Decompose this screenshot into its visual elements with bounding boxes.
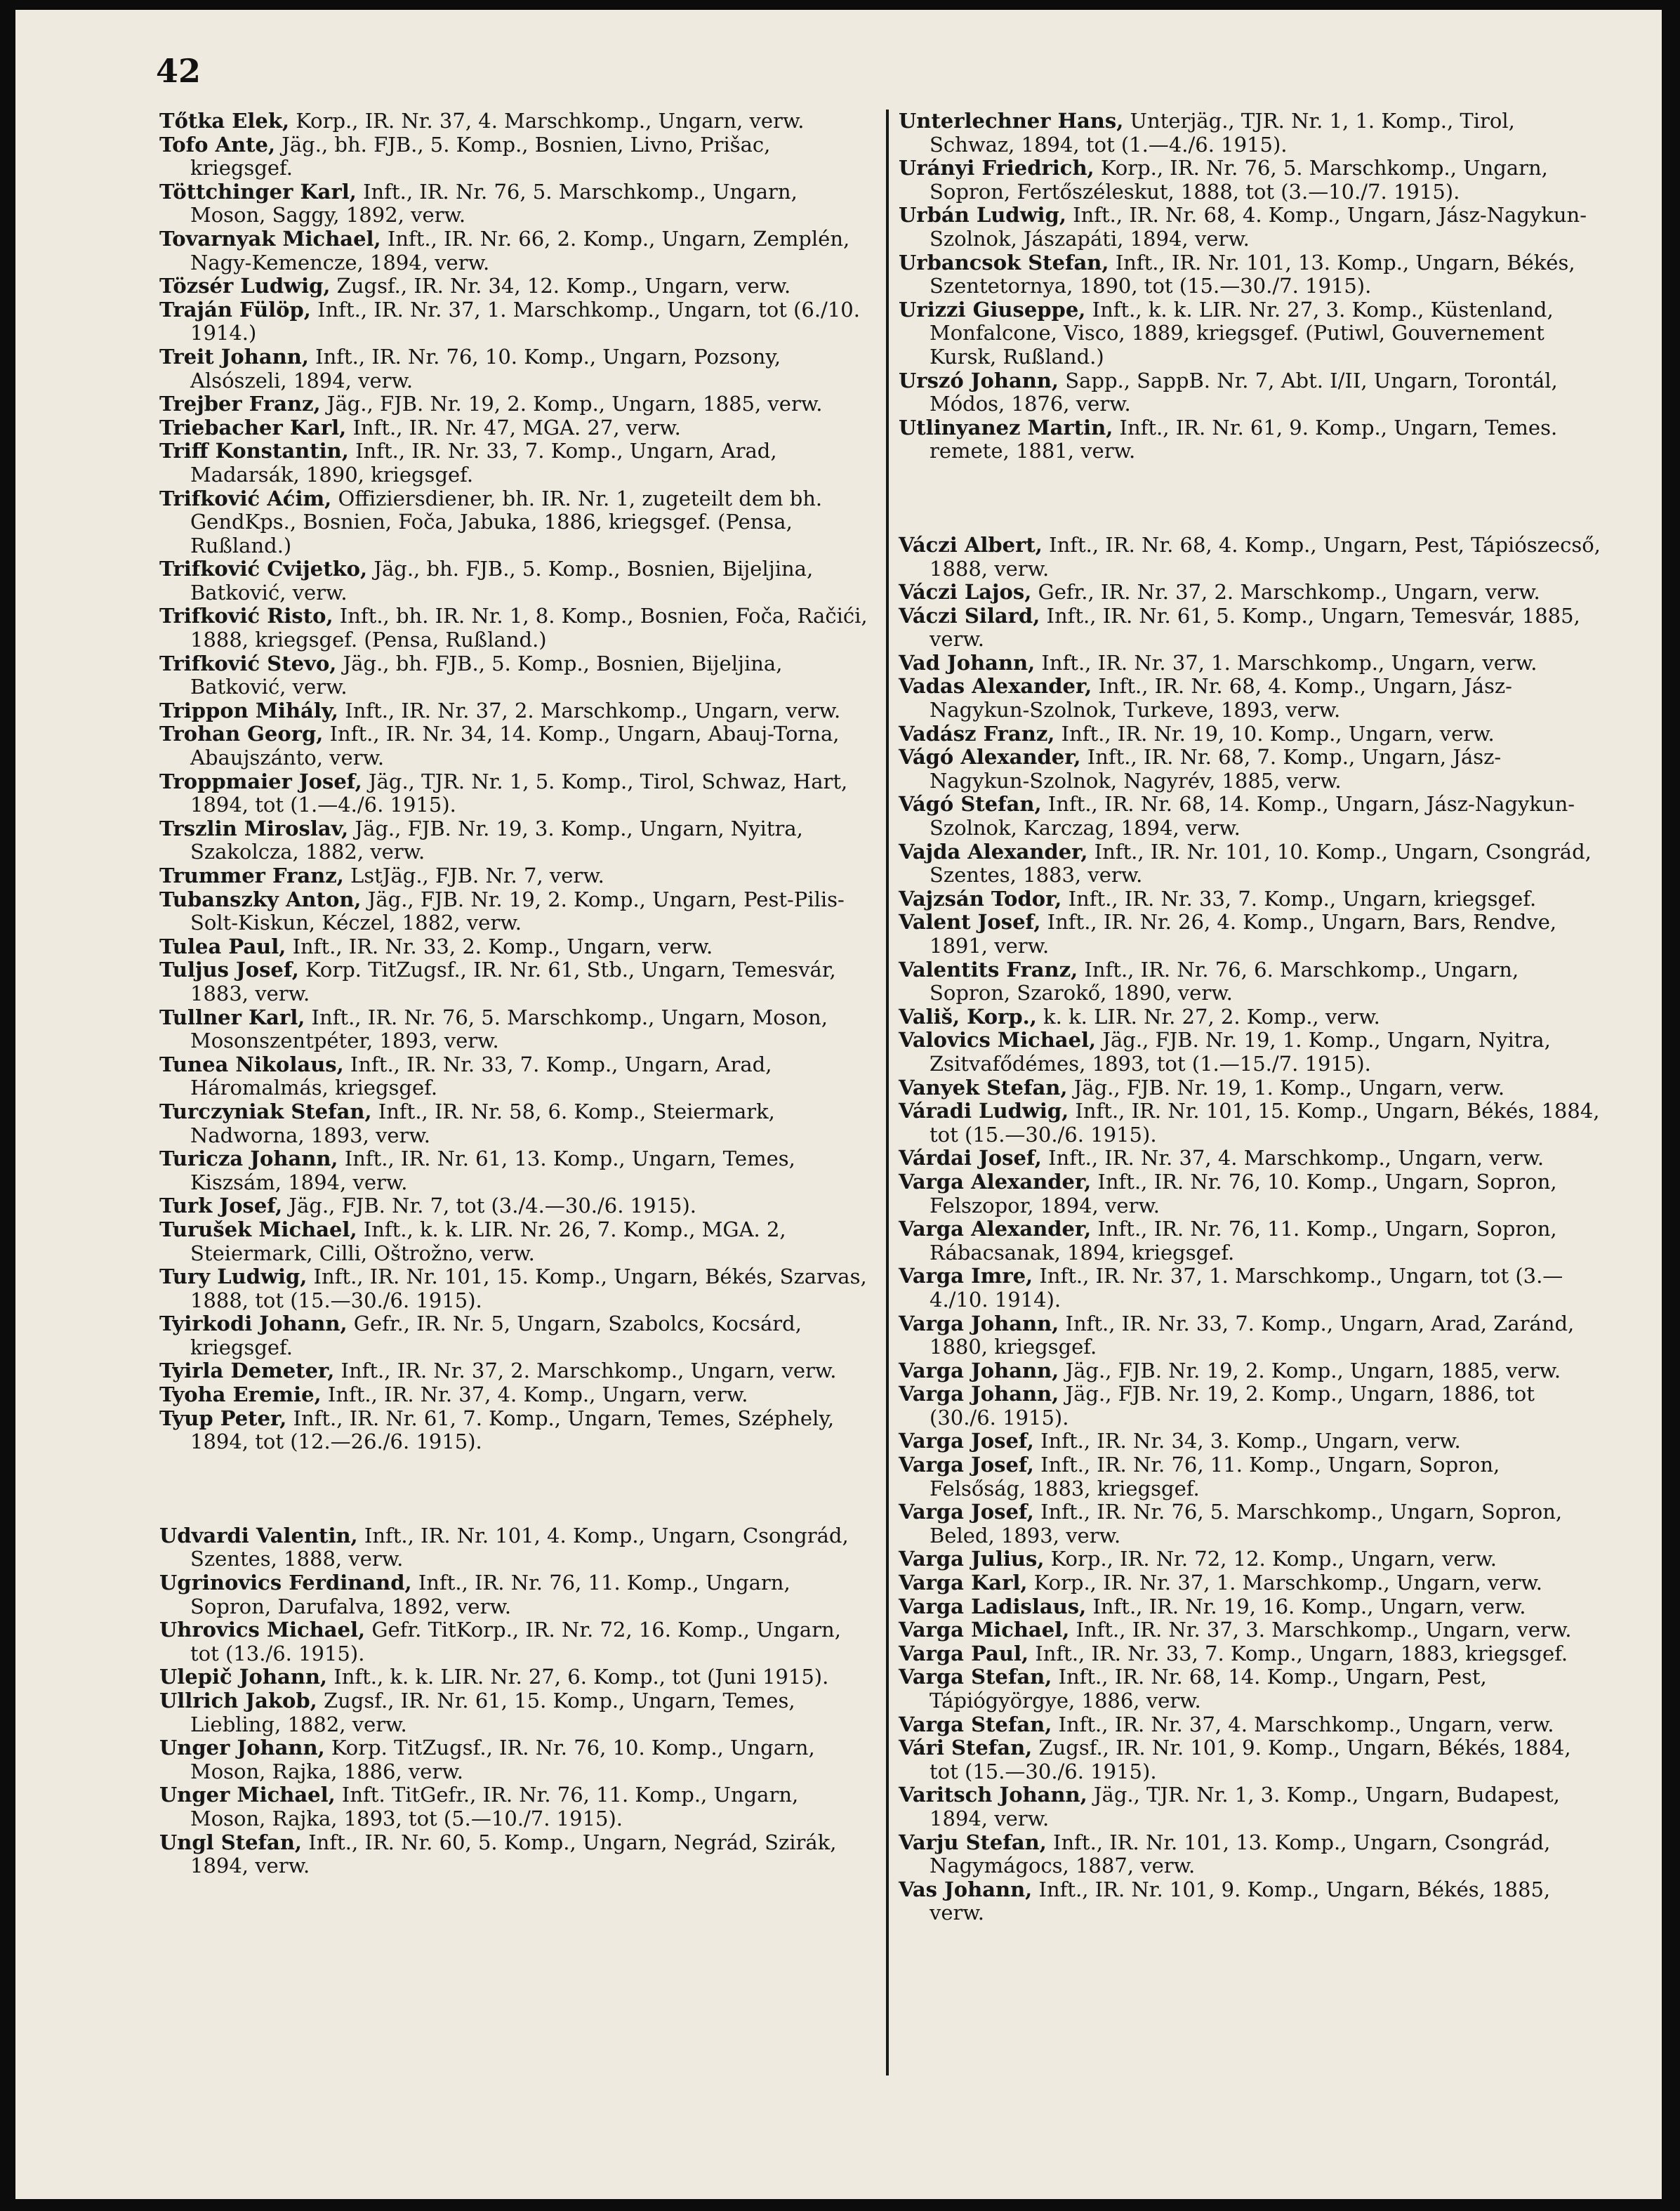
entry-name: Varga Johann,	[899, 1358, 1059, 1382]
entry-details: Inft., IR. Nr. 101, 15. Komp., Ungarn, Békés, 1884, tot (15.—30./6. 1915).	[930, 1099, 1600, 1147]
entry-details: Inft., IR. Nr. 37, 3. Marschkomp., Ungarn, verw.	[1069, 1618, 1572, 1642]
entry-name: Triff Konstantin,	[159, 439, 349, 463]
entry-details: Gefr. TitKorp., IR. Nr. 72, 16. Komp., Ungarn, tot (13./6. 1915).	[190, 1618, 841, 1665]
entry	[159, 1383, 868, 1407]
entry-details: Inft., IR. Nr. 101, 10. Komp., Ungarn, Csongrád, Szentes, 1883, verw.	[930, 839, 1592, 887]
entry	[159, 1689, 868, 1736]
entry-name: Varga Josef,	[899, 1500, 1034, 1524]
entry-name: Varga Josef,	[899, 1429, 1034, 1453]
entry-details: Inft., bh. IR. Nr. 1, 8. Komp., Bosnien, Foča, Račići, 1888, kriegsgef. (Pensa, Rußland.)	[190, 604, 868, 652]
entry-name: Varga Paul,	[899, 1641, 1029, 1665]
entry-details: Inft., IR. Nr. 101, 13. Komp., Ungarn, Csongrád, Nagymágocs, 1887, verw.	[930, 1830, 1551, 1878]
entry-name: Turk Josef,	[159, 1194, 283, 1218]
entry-details: Jäg., FJB. Nr. 19, 3. Komp., Ungarn, Nyitra, Szakolcza, 1882, verw.	[190, 816, 803, 864]
entry-name: Unger Johann,	[159, 1736, 325, 1760]
entry-name: Tubanszky Anton,	[159, 887, 362, 911]
entry-name: Urbancsok Stefan,	[899, 250, 1109, 275]
entry-details: Zugsf., IR. Nr. 61, 15. Komp., Ungarn, Temes, Liebling, 1882, verw.	[190, 1689, 795, 1736]
entry-name: Tovarnyak Michael,	[159, 226, 381, 251]
entry	[159, 487, 868, 558]
entry-name: Ullrich Jakob,	[159, 1689, 317, 1712]
entry-name: Udvardi Valentin,	[159, 1523, 358, 1547]
entry-name: Trohan Georg,	[159, 722, 324, 746]
entry-details: Jäg., FJB. Nr. 19, 2. Komp., Ungarn, Pest-Pilis-Solt-Kiskun, Kéczel, 1882, verw.	[190, 887, 845, 935]
entry-details: Inft., IR. Nr. 68, 4. Komp., Ungarn, Jász-Nagykun-Szolnok, Jászapáti, 1894, verw.	[930, 203, 1587, 251]
entry-details: Inft., IR. Nr. 68, 14. Komp., Ungarn, Pest, Tápiógyörgye, 1886, verw.	[930, 1665, 1487, 1712]
entry	[159, 1571, 868, 1618]
entry-details: Jäg., FJB. Nr. 7, tot (3./4.—30./6. 1915).	[282, 1194, 696, 1218]
entry-name: Tofo Ante,	[159, 132, 276, 157]
entry-name: Turczyniak Stefan,	[159, 1099, 372, 1123]
entry-details: Inft., IR. Nr. 68, 14. Komp., Ungarn, Jász-Nagykun-Szolnok, Karczag, 1894, verw.	[930, 792, 1575, 840]
entry-name: Varga Stefan,	[899, 1665, 1052, 1689]
entry-details: LstJäg., FJB. Nr. 7, verw.	[343, 864, 604, 887]
entry-name: Trifković Risto,	[159, 604, 333, 628]
entry-name: Trippon Mihály,	[159, 698, 339, 722]
entry	[899, 1147, 1601, 1170]
entry-details: Inft., IR. Nr. 37, 2. Marschkomp., Ungarn, verw.	[334, 1359, 837, 1383]
entry	[159, 298, 868, 345]
page-number: 42	[156, 52, 201, 90]
entry	[899, 1453, 1601, 1500]
entry	[899, 1170, 1601, 1217]
entry	[899, 1595, 1601, 1619]
entry	[159, 888, 868, 935]
section-gap	[899, 463, 1601, 534]
entry-details: Inft., IR. Nr. 101, 9. Komp., Ungarn, Békés, 1885, verw.	[930, 1877, 1551, 1925]
entry	[159, 770, 868, 817]
entry-details: Inft., IR. Nr. 34, 3. Komp., Ungarn, verw.	[1033, 1429, 1461, 1453]
entry	[159, 392, 868, 416]
entry-name: Varga Alexander,	[899, 1217, 1092, 1241]
entry-name: Vališ, Korp.,	[899, 1004, 1037, 1029]
entry-details: Inft., IR. Nr. 37, 4. Marschkomp., Ungarn, verw.	[1052, 1712, 1554, 1736]
entry-name: Trszlin Miroslav,	[159, 816, 349, 840]
entry-details: Inft., k. k. LIR. Nr. 26, 7. Komp., MGA. 2, Steiermark, Cilli, Oštrožno, verw.	[190, 1217, 786, 1265]
entry	[159, 1147, 868, 1194]
entry-name: Trejber Franz,	[159, 392, 321, 416]
entry	[159, 345, 868, 392]
entry-name: Vas Johann,	[899, 1877, 1033, 1901]
entry-name: Varga Josef,	[899, 1453, 1034, 1477]
entry-details: Inft., IR. Nr. 37, 1. Marschkomp., Ungarn, tot (3.—4./10. 1914).	[930, 1264, 1563, 1312]
entry	[159, 935, 868, 959]
entry-details: Inft., IR. Nr. 76, 11. Komp., Ungarn, Sopron, Darufalva, 1892, verw.	[190, 1571, 791, 1618]
entry	[159, 557, 868, 605]
entry-details: Inft., IR. Nr. 33, 7. Komp., Ungarn, kriegsgef.	[1061, 886, 1537, 911]
entry	[899, 1878, 1601, 1925]
entry-name: Varga Imre,	[899, 1264, 1033, 1288]
entry-name: Tulea Paul,	[159, 934, 286, 958]
entry-name: Varga Julius,	[899, 1547, 1045, 1571]
entry	[899, 722, 1601, 746]
entry-details: Inft., IR. Nr. 61, 5. Komp., Ungarn, Temesvár, 1885, verw.	[930, 603, 1580, 652]
entry-name: Tyirkodi Johann,	[159, 1312, 348, 1336]
entry	[899, 1571, 1601, 1595]
entry	[159, 1665, 868, 1689]
entry	[159, 817, 868, 864]
entry-name: Varga Alexander,	[899, 1169, 1092, 1194]
entry-name: Varga Johann,	[899, 1382, 1059, 1406]
entry-details: Jäg., bh. FJB., 5. Komp., Bosnien, Bijeljina, Batković, verw.	[190, 557, 814, 605]
entry-name: Tyup Peter,	[159, 1406, 287, 1430]
entry-details: Jäg., FJB. Nr. 19, 2. Komp., Ungarn, 1885, verw.	[320, 392, 823, 416]
entry-details: Inft., IR. Nr. 34, 14. Komp., Ungarn, Abauj-Torna, Abaujszánto, verw.	[190, 722, 840, 770]
entry	[159, 1736, 868, 1783]
entry	[899, 1500, 1601, 1547]
entry-details: Inft., IR. Nr. 76, 10. Komp., Ungarn, Pozsony, Alsószeli, 1894, verw.	[190, 344, 781, 392]
entry	[159, 1407, 868, 1454]
entry-details: Jäg., FJB. Nr. 19, 1. Komp., Ungarn, Nyitra, Zsitvafődémes, 1893, tot (1.—15./7. 1915).	[930, 1028, 1551, 1076]
entry	[159, 110, 868, 133]
entry-details: Inft., IR. Nr. 68, 7. Komp., Ungarn, Jász-Nagykun-Szolnok, Nagyrév, 1885, verw.	[930, 745, 1502, 793]
entry-details: Jäg., FJB. Nr. 19, 2. Komp., Ungarn, 1886, tot (30./6. 1915).	[930, 1382, 1535, 1430]
entry	[899, 605, 1601, 652]
entry-name: Uhrovics Michael,	[159, 1618, 366, 1642]
entry	[159, 1783, 868, 1830]
entry-details: Inft., IR. Nr. 37, 1. Marschkomp., Ungarn, tot (6./10. 1914.)	[190, 297, 860, 345]
entry-name: Vadas Alexander,	[899, 674, 1092, 699]
entry	[899, 204, 1601, 251]
entry	[159, 1312, 868, 1359]
entry	[899, 298, 1601, 369]
entry	[899, 534, 1601, 581]
entry-details: Korp., IR. Nr. 37, 4. Marschkomp., Ungarn, verw.	[289, 109, 805, 133]
entry-details: Jäg., TJR. Nr. 1, 3. Komp., Ungarn, Budapest, 1894, verw.	[930, 1783, 1560, 1830]
entry-details: Korp. TitZugsf., IR. Nr. 61, Stb., Ungarn, Temesvár, 1883, verw.	[190, 958, 836, 1005]
entry-name: Töttchinger Karl,	[159, 179, 357, 204]
entry-details: Offiziersdiener, bh. IR. Nr. 1, zugeteilt dem bh. GendKps., Bosnien, Foča, Jabuka, 1886, kriegsgef. (Pensa, Rußland.)	[190, 486, 823, 557]
entry-details: Inft., IR. Nr. 101, 13. Komp., Ungarn, Békés, Szentetornya, 1890, tot (15.—30./7. 1915).	[930, 250, 1575, 298]
entry	[899, 1029, 1601, 1076]
entry	[899, 1736, 1601, 1783]
entry	[899, 1005, 1601, 1029]
entry-name: Vágó Alexander,	[899, 745, 1081, 770]
entry-details: k. k. LIR. Nr. 27, 2. Komp., verw.	[1036, 1004, 1380, 1029]
entry-name: Vanyek Stefan,	[899, 1075, 1068, 1100]
entry-name: Vajda Alexander,	[899, 839, 1088, 864]
entry	[159, 275, 868, 298]
entry-details: Korp., IR. Nr. 72, 12. Komp., Ungarn, verw.	[1044, 1547, 1497, 1571]
entry	[899, 1312, 1601, 1359]
entry	[899, 1713, 1601, 1737]
entry-name: Turicza Johann,	[159, 1147, 338, 1171]
entry-details: Inft. TitGefr., IR. Nr. 76, 11. Komp., Ungarn, Moson, Rajka, 1893, tot (5.—10./7. 1915).	[190, 1783, 799, 1830]
entry-details: Jäg., FJB. Nr. 19, 2. Komp., Ungarn, 1885, verw.	[1059, 1358, 1561, 1382]
entry-details: Inft., IR. Nr. 33, 7. Komp., Ungarn, 1883, kriegsgef.	[1028, 1641, 1568, 1665]
entry-name: Urbán Ludwig,	[899, 203, 1066, 227]
entry-details: Unterjäg., TJR. Nr. 1, 1. Komp., Tirol, Schwaz, 1894, tot (1.—4./6. 1915).	[930, 109, 1515, 157]
entry	[159, 864, 868, 888]
entry-name: Váradi Ludwig,	[899, 1099, 1069, 1123]
entry-details: Inft., IR. Nr. 61, 13. Komp., Ungarn, Temes, Kiszsám, 1894, verw.	[190, 1147, 795, 1194]
entry-details: Inft., IR. Nr. 37, 1. Marschkomp., Ungarn, verw.	[1035, 650, 1537, 675]
entry	[899, 251, 1601, 298]
entry-details: Inft., IR. Nr. 60, 5. Komp., Ungarn, Negrád, Szirák, 1894, verw.	[190, 1830, 837, 1878]
entry-details: Inft., IR. Nr. 76, 5. Marschkomp., Ungarn, Moson, Mosonszentpéter, 1893, verw.	[190, 1005, 828, 1053]
entry-name: Valent Josef,	[899, 910, 1041, 935]
entry-name: Unger Michael,	[159, 1783, 336, 1807]
entry-details: Korp. TitZugsf., IR. Nr. 76, 10. Komp., Ungarn, Moson, Rajka, 1886, verw.	[190, 1736, 815, 1783]
entry	[899, 1100, 1601, 1147]
entry-name: Trummer Franz,	[159, 864, 344, 887]
entry	[159, 1618, 868, 1665]
entry-name: Tunea Nikolaus,	[159, 1052, 344, 1076]
entry-name: Trifković Aćim,	[159, 486, 332, 510]
entry-details: Inft., IR. Nr. 58, 6. Komp., Steiermark, Nadworna, 1893, verw.	[190, 1099, 775, 1147]
entry	[159, 1265, 868, 1312]
entry-name: Varga Michael,	[899, 1618, 1070, 1642]
entry	[899, 1831, 1601, 1878]
entry-details: Inft., IR. Nr. 33, 7. Komp., Ungarn, Arad, Zaránd, 1880, kriegsgef.	[930, 1311, 1575, 1359]
entry-details: Inft., IR. Nr. 76, 11. Komp., Ungarn, Sopron, Rábacsanak, 1894, kriegsgef.	[930, 1217, 1557, 1265]
entry-name: Urányi Friedrich,	[899, 156, 1094, 180]
entry-name: Trifković Cvijetko,	[159, 557, 368, 581]
entry	[159, 652, 868, 699]
entry	[899, 793, 1601, 840]
entry	[899, 416, 1601, 463]
entry	[159, 227, 868, 275]
entry-details: Inft., IR. Nr. 76, 5. Marschkomp., Ungarn, Sopron, Beled, 1893, verw.	[930, 1500, 1563, 1547]
entry	[899, 369, 1601, 416]
entry-details: Sapp., SappB. Nr. 7, Abt. I/II, Ungarn, Torontál, Módos, 1876, verw.	[930, 368, 1558, 416]
entry-details: Inft., IR. Nr. 37, 4. Komp., Ungarn, verw.	[321, 1382, 748, 1407]
entry-name: Urszó Johann,	[899, 368, 1059, 392]
entry-details: Jäg., bh. FJB., 5. Komp., Bosnien, Livno, Prišac, kriegsgef.	[190, 132, 771, 180]
entry	[899, 1217, 1601, 1265]
entry-name: Tullner Karl,	[159, 1005, 305, 1029]
entry-details: Inft., IR. Nr. 68, 4. Komp., Ungarn, Pest, Tápiószecső, 1888, verw.	[930, 532, 1601, 581]
entry	[899, 675, 1601, 722]
entry	[899, 746, 1601, 793]
entry-name: Varga Karl,	[899, 1571, 1028, 1595]
entry-name: Urizzi Giuseppe,	[899, 297, 1086, 322]
entry	[899, 1665, 1601, 1712]
entry-details: Inft., IR. Nr. 101, 4. Komp., Ungarn, Csongrád, Szentes, 1888, verw.	[190, 1523, 849, 1571]
entry-name: Váczi Albert,	[899, 532, 1043, 557]
entry	[159, 180, 868, 227]
entry-details: Korp., IR. Nr. 76, 5. Marschkomp., Ungarn, Sopron, Fertőszéleskut, 1888, tot (3.—10./7. 1915).	[930, 156, 1548, 204]
entry	[899, 1076, 1601, 1100]
entry-details: Inft., IR. Nr. 76, 11. Komp., Ungarn, Sopron, Felsőság, 1883, kriegsgef.	[930, 1453, 1500, 1500]
entry	[159, 605, 868, 652]
entry-details: Jäg., TJR. Nr. 1, 5. Komp., Tirol, Schwaz, Hart, 1894, tot (1.—4./6. 1915).	[190, 769, 848, 817]
entry	[159, 1006, 868, 1053]
entry-name: Vágó Stefan,	[899, 792, 1042, 817]
entry-name: Tőtka Elek,	[159, 109, 290, 133]
entry-details: Inft., IR. Nr. 66, 2. Komp., Ungarn, Zemplén, Nagy-Kemencze, 1894, verw.	[190, 226, 850, 275]
entry-name: Tyoha Eremie,	[159, 1382, 322, 1407]
entry-name: Ulepič Johann,	[159, 1665, 328, 1689]
entry-details: Zugsf., IR. Nr. 101, 9. Komp., Ungarn, Békés, 1884, tot (15.—30./6. 1915).	[930, 1736, 1571, 1783]
entry	[159, 1359, 868, 1383]
entry	[899, 1642, 1601, 1666]
entry	[899, 1547, 1601, 1571]
section-gap	[159, 1454, 868, 1524]
entry	[159, 1524, 868, 1571]
entry	[159, 416, 868, 440]
entry-name: Traján Fülöp,	[159, 297, 311, 322]
entry-name: Tyirla Demeter,	[159, 1359, 335, 1383]
entry-details: Inft., IR. Nr. 19, 10. Komp., Ungarn, verw.	[1054, 721, 1495, 746]
entry	[899, 1430, 1601, 1453]
entry	[899, 110, 1601, 157]
entry-name: Treit Johann,	[159, 344, 309, 369]
entry-name: Valentits Franz,	[899, 957, 1078, 982]
entry-name: Utlinyanez Martin,	[899, 415, 1113, 440]
entry	[159, 722, 868, 770]
left-column	[159, 110, 868, 1878]
entry-name: Vad Johann,	[899, 650, 1036, 675]
entry-name: Vadász Franz,	[899, 721, 1055, 746]
entry-name: Turušek Michael,	[159, 1217, 357, 1241]
entry-details: Gefr., IR. Nr. 5, Ungarn, Szabolcs, Kocsárd, kriegsgef.	[190, 1312, 802, 1359]
entry-name: Trifković Stevo,	[159, 651, 337, 675]
entry-details: Inft., IR. Nr. 61, 7. Komp., Ungarn, Temes, Széphely, 1894, tot (12.—26./6. 1915).	[190, 1406, 835, 1454]
entry-details: Inft., IR. Nr. 47, MGA. 27, verw.	[346, 415, 681, 440]
entry-details: Gefr., IR. Nr. 37, 2. Marschkomp., Ungarn, verw.	[1031, 580, 1540, 605]
entry-name: Vári Stefan,	[899, 1736, 1033, 1760]
entry-name: Unterlechner Hans,	[899, 109, 1124, 133]
entry	[159, 1218, 868, 1265]
entry-name: Váczi Lajos,	[899, 580, 1032, 605]
entry-details: Inft., IR. Nr. 37, 2. Marschkomp., Ungarn, verw.	[338, 698, 841, 722]
entry-name: Troppmaier Josef,	[159, 769, 362, 793]
entry	[899, 887, 1601, 911]
entry-name: Tury Ludwig,	[159, 1265, 307, 1289]
entry	[899, 1265, 1601, 1312]
entry	[159, 699, 868, 723]
column-divider	[886, 110, 889, 2075]
entry-name: Tuljus Josef,	[159, 958, 299, 982]
entry	[159, 133, 868, 180]
entry	[899, 911, 1601, 958]
entry	[159, 1194, 868, 1218]
entry-details: Inft., IR. Nr. 76, 10. Komp., Ungarn, Sopron, Felszopor, 1894, verw.	[930, 1169, 1557, 1217]
entry-details: Inft., IR. Nr. 76, 6. Marschkomp., Ungarn, Sopron, Szarokő, 1890, verw.	[930, 957, 1519, 1005]
entry-details: Inft., IR. Nr. 33, 7. Komp., Ungarn, Arad, Háromalmás, kriegsgef.	[190, 1052, 772, 1100]
entry	[899, 1382, 1601, 1430]
entry-details: Inft., IR. Nr. 61, 9. Komp., Ungarn, Temes. remete, 1881, verw.	[930, 415, 1558, 463]
entry-name: Varitsch Johann,	[899, 1783, 1087, 1807]
entry-name: Várdai Josef,	[899, 1146, 1042, 1170]
entry-details: Inft., IR. Nr. 37, 4. Marschkomp., Ungarn, verw.	[1041, 1146, 1545, 1170]
entry-details: Inft., IR. Nr. 33, 2. Komp., Ungarn, verw.	[286, 934, 713, 958]
entry	[899, 157, 1601, 204]
entry	[899, 581, 1601, 605]
entry-name: Varga Ladislaus,	[899, 1594, 1087, 1618]
entry	[159, 440, 868, 487]
entry-details: Korp., IR. Nr. 37, 1. Marschkomp., Ungarn, verw.	[1027, 1571, 1542, 1595]
entry-name: Valovics Michael,	[899, 1028, 1097, 1052]
entry-name: Ungl Stefan,	[159, 1830, 302, 1854]
entry	[159, 958, 868, 1005]
entry-details: Zugsf., IR. Nr. 34, 12. Komp., Ungarn, verw.	[330, 274, 791, 298]
entry-name: Varga Stefan,	[899, 1712, 1052, 1736]
entry	[899, 840, 1601, 887]
entry-details: Inft., IR. Nr. 33, 7. Komp., Ungarn, Arad, Madarsák, 1890, kriegsgef.	[190, 439, 777, 487]
entry	[899, 1783, 1601, 1830]
entry-name: Ugrinovics Ferdinand,	[159, 1571, 412, 1595]
entry-name: Varga Johann,	[899, 1311, 1059, 1335]
entry-details: Inft., IR. Nr. 26, 4. Komp., Ungarn, Bars, Rendve, 1891, verw.	[930, 910, 1557, 958]
entry-details: Inft., IR. Nr. 76, 5. Marschkomp., Ungarn, Moson, Saggy, 1892, verw.	[190, 179, 798, 227]
entry-details: Inft., k. k. LIR. Nr. 27, 3. Komp., Küstenland, Monfalcone, Visco, 1889, kriegsgef. (Putiwl, Gouvernement Kursk, Rußland.)	[930, 297, 1554, 369]
entry-name: Tözsér Ludwig,	[159, 274, 331, 298]
entry-details: Inft., IR. Nr. 101, 15. Komp., Ungarn, Békés, Szarvas, 1888, tot (15.—30./6. 1915).	[190, 1265, 867, 1312]
entry-details: Jäg., bh. FJB., 5. Komp., Bosnien, Bijeljina, Batković, verw.	[190, 651, 783, 699]
right-column	[899, 110, 1601, 1925]
document-page	[15, 10, 1662, 2199]
entry-details: Inft., IR. Nr. 19, 16. Komp., Ungarn, verw.	[1086, 1594, 1526, 1618]
entry	[159, 1053, 868, 1100]
entry	[899, 1359, 1601, 1383]
entry-details: Inft., k. k. LIR. Nr. 27, 6. Komp., tot (Juni 1915).	[327, 1665, 829, 1689]
entry	[899, 652, 1601, 675]
entry-details: Jäg., FJB. Nr. 19, 1. Komp., Ungarn, verw.	[1067, 1075, 1505, 1100]
entry	[159, 1100, 868, 1147]
entry-name: Vajzsán Todor,	[899, 886, 1062, 911]
entry	[899, 958, 1601, 1005]
entry	[159, 1831, 868, 1878]
entry	[899, 1618, 1601, 1642]
entry-details: Inft., IR. Nr. 68, 4. Komp., Ungarn, Jász-Nagykun-Szolnok, Turkeve, 1893, verw.	[930, 674, 1512, 722]
entry-name: Varju Stefan,	[899, 1830, 1047, 1854]
entry-name: Triebacher Karl,	[159, 415, 347, 440]
entry-name: Váczi Silard,	[899, 603, 1040, 628]
